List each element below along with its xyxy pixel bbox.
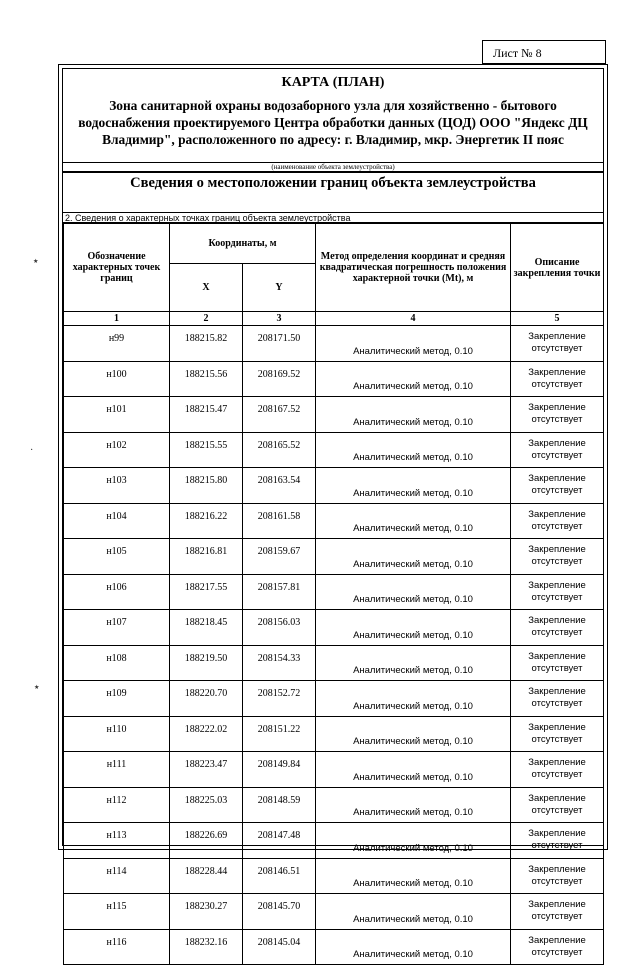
header-method: Метод определения координат и средняя квадратическая погрешность положения характерной точки (Mt), м [316, 224, 511, 312]
sheet-number: Лист № 8 [482, 40, 606, 64]
x-cell: 188215.56 [170, 361, 243, 397]
method-cell: Аналитический метод, 0.10 [316, 326, 511, 362]
document-title: КАРТА (ПЛАН) [281, 75, 385, 90]
x-cell: 188222.02 [170, 716, 243, 752]
y-cell: 208159.67 [243, 539, 316, 575]
point-cell: н109 [64, 681, 170, 717]
table-row [64, 716, 604, 752]
description-cell: Закрепление отсутствует [511, 361, 604, 397]
y-cell: 208156.03 [243, 610, 316, 646]
description-cell: Закрепление отсутствует [511, 397, 604, 433]
y-cell: 208169.52 [243, 361, 316, 397]
scan-mark: ٭ [33, 256, 39, 267]
method-cell: Аналитический метод, 0.10 [316, 645, 511, 681]
method-cell: Аналитический метод, 0.10 [316, 929, 511, 965]
method-cell: Аналитический метод, 0.10 [316, 468, 511, 504]
method-cell: Аналитический метод, 0.10 [316, 539, 511, 575]
point-cell: н104 [64, 503, 170, 539]
description-cell: Закрепление отсутствует [511, 503, 604, 539]
y-cell: 208167.52 [243, 397, 316, 433]
object-note: (наименование объекта землеустройства) [63, 162, 603, 173]
method-cell: Аналитический метод, 0.10 [316, 858, 511, 894]
column-number: 3 [243, 312, 316, 326]
table-row [64, 468, 604, 504]
document-body [62, 68, 604, 960]
x-cell: 188215.82 [170, 326, 243, 362]
section-title: Сведения о местоположении границ объекта землеустройства [130, 175, 536, 191]
y-cell: 208146.51 [243, 858, 316, 894]
document-subtitle: Зона санитарной охраны водозаборного узла для хозяйственно - бытового водоснабжения проектируемого Центра обработки данных (ЦОД) ООО "Яндекс ДЦ Владимир", расположенного по адресу: г. Владимир, мкр. Энергетик II пояс [78, 98, 588, 147]
y-cell: 208161.58 [243, 503, 316, 539]
x-cell: 188215.47 [170, 397, 243, 433]
point-cell: н100 [64, 361, 170, 397]
scan-mark: ٭ [34, 682, 40, 693]
column-number: 4 [316, 312, 511, 326]
y-cell: 208165.52 [243, 432, 316, 468]
description-cell: Закрепление отсутствует [511, 326, 604, 362]
divider [63, 171, 603, 172]
x-cell: 188226.69 [170, 823, 243, 859]
y-cell: 208145.70 [243, 894, 316, 930]
table-row [64, 610, 604, 646]
table-row [64, 823, 604, 859]
header-point: Обозначение характерных точек границ [64, 224, 170, 312]
header-coords: Координаты, м [170, 224, 316, 264]
description-cell: Закрепление отсутствует [511, 894, 604, 930]
x-cell: 188228.44 [170, 858, 243, 894]
table-row [64, 787, 604, 823]
method-cell: Аналитический метод, 0.10 [316, 397, 511, 433]
table-row [64, 858, 604, 894]
table-row [64, 752, 604, 788]
header-x: X [170, 264, 243, 312]
point-cell: н113 [64, 823, 170, 859]
method-cell: Аналитический метод, 0.10 [316, 432, 511, 468]
table-row [64, 929, 604, 965]
point-cell: н99 [64, 326, 170, 362]
x-cell: 188220.70 [170, 681, 243, 717]
y-cell: 208163.54 [243, 468, 316, 504]
point-cell: н115 [64, 894, 170, 930]
point-cell: н102 [64, 432, 170, 468]
description-cell: Закрепление отсутствует [511, 539, 604, 575]
x-cell: 188219.50 [170, 645, 243, 681]
subsection-title: 2. Сведения о характерных точках границ объекта землеустройства [63, 212, 603, 223]
method-cell: Аналитический метод, 0.10 [316, 894, 511, 930]
y-cell: 208148.59 [243, 787, 316, 823]
x-cell: 188223.47 [170, 752, 243, 788]
method-cell: Аналитический метод, 0.10 [316, 574, 511, 610]
point-cell: н107 [64, 610, 170, 646]
point-cell: н112 [64, 787, 170, 823]
point-cell: н103 [64, 468, 170, 504]
y-cell: 208154.33 [243, 645, 316, 681]
description-cell: Закрепление отсутствует [511, 574, 604, 610]
table-row [64, 645, 604, 681]
x-cell: 188225.03 [170, 787, 243, 823]
point-cell: н110 [64, 716, 170, 752]
y-cell: 208145.04 [243, 929, 316, 965]
point-cell: н101 [64, 397, 170, 433]
column-number: 5 [511, 312, 604, 326]
y-cell: 208151.22 [243, 716, 316, 752]
description-cell: Закрепление отсутствует [511, 787, 604, 823]
method-cell: Аналитический метод, 0.10 [316, 361, 511, 397]
x-cell: 188215.55 [170, 432, 243, 468]
column-number: 1 [64, 312, 170, 326]
description-cell: Закрепление отсутствует [511, 858, 604, 894]
table-row [64, 326, 604, 362]
point-cell: н108 [64, 645, 170, 681]
y-cell: 208147.48 [243, 823, 316, 859]
description-cell: Закрепление отсутствует [511, 681, 604, 717]
method-cell: Аналитический метод, 0.10 [316, 681, 511, 717]
method-cell: Аналитический метод, 0.10 [316, 823, 511, 859]
point-cell: н114 [64, 858, 170, 894]
table-row [64, 894, 604, 930]
table-row [64, 681, 604, 717]
y-cell: 208152.72 [243, 681, 316, 717]
title-block [63, 69, 603, 161]
description-cell: Закрепление отсутствует [511, 716, 604, 752]
table-row [64, 503, 604, 539]
table-row [64, 397, 604, 433]
y-cell: 208171.50 [243, 326, 316, 362]
description-cell: Закрепление отсутствует [511, 645, 604, 681]
table-row [64, 432, 604, 468]
method-cell: Аналитический метод, 0.10 [316, 716, 511, 752]
method-cell: Аналитический метод, 0.10 [316, 787, 511, 823]
x-cell: 188216.81 [170, 539, 243, 575]
point-cell: н105 [64, 539, 170, 575]
y-cell: 208149.84 [243, 752, 316, 788]
y-cell: 208157.81 [243, 574, 316, 610]
description-cell: Закрепление отсутствует [511, 610, 604, 646]
x-cell: 188215.80 [170, 468, 243, 504]
header-y: Y [243, 264, 316, 312]
point-cell: н116 [64, 929, 170, 965]
method-cell: Аналитический метод, 0.10 [316, 610, 511, 646]
points-table [63, 223, 604, 965]
x-cell: 188216.22 [170, 503, 243, 539]
table-row [64, 574, 604, 610]
scan-mark: · [30, 445, 34, 456]
description-cell: Закрепление отсутствует [511, 929, 604, 965]
method-cell: Аналитический метод, 0.10 [316, 503, 511, 539]
column-number: 2 [170, 312, 243, 326]
header-description: Описание закрепления точки [511, 224, 604, 312]
point-cell: н111 [64, 752, 170, 788]
description-cell: Закрепление отсутствует [511, 752, 604, 788]
description-cell: Закрепление отсутствует [511, 432, 604, 468]
table-row [64, 539, 604, 575]
method-cell: Аналитический метод, 0.10 [316, 752, 511, 788]
description-cell: Закрепление отсутствует [511, 823, 604, 859]
x-cell: 188232.16 [170, 929, 243, 965]
x-cell: 188230.27 [170, 894, 243, 930]
point-cell: н106 [64, 574, 170, 610]
table-row [64, 361, 604, 397]
x-cell: 188218.45 [170, 610, 243, 646]
x-cell: 188217.55 [170, 574, 243, 610]
description-cell: Закрепление отсутствует [511, 468, 604, 504]
